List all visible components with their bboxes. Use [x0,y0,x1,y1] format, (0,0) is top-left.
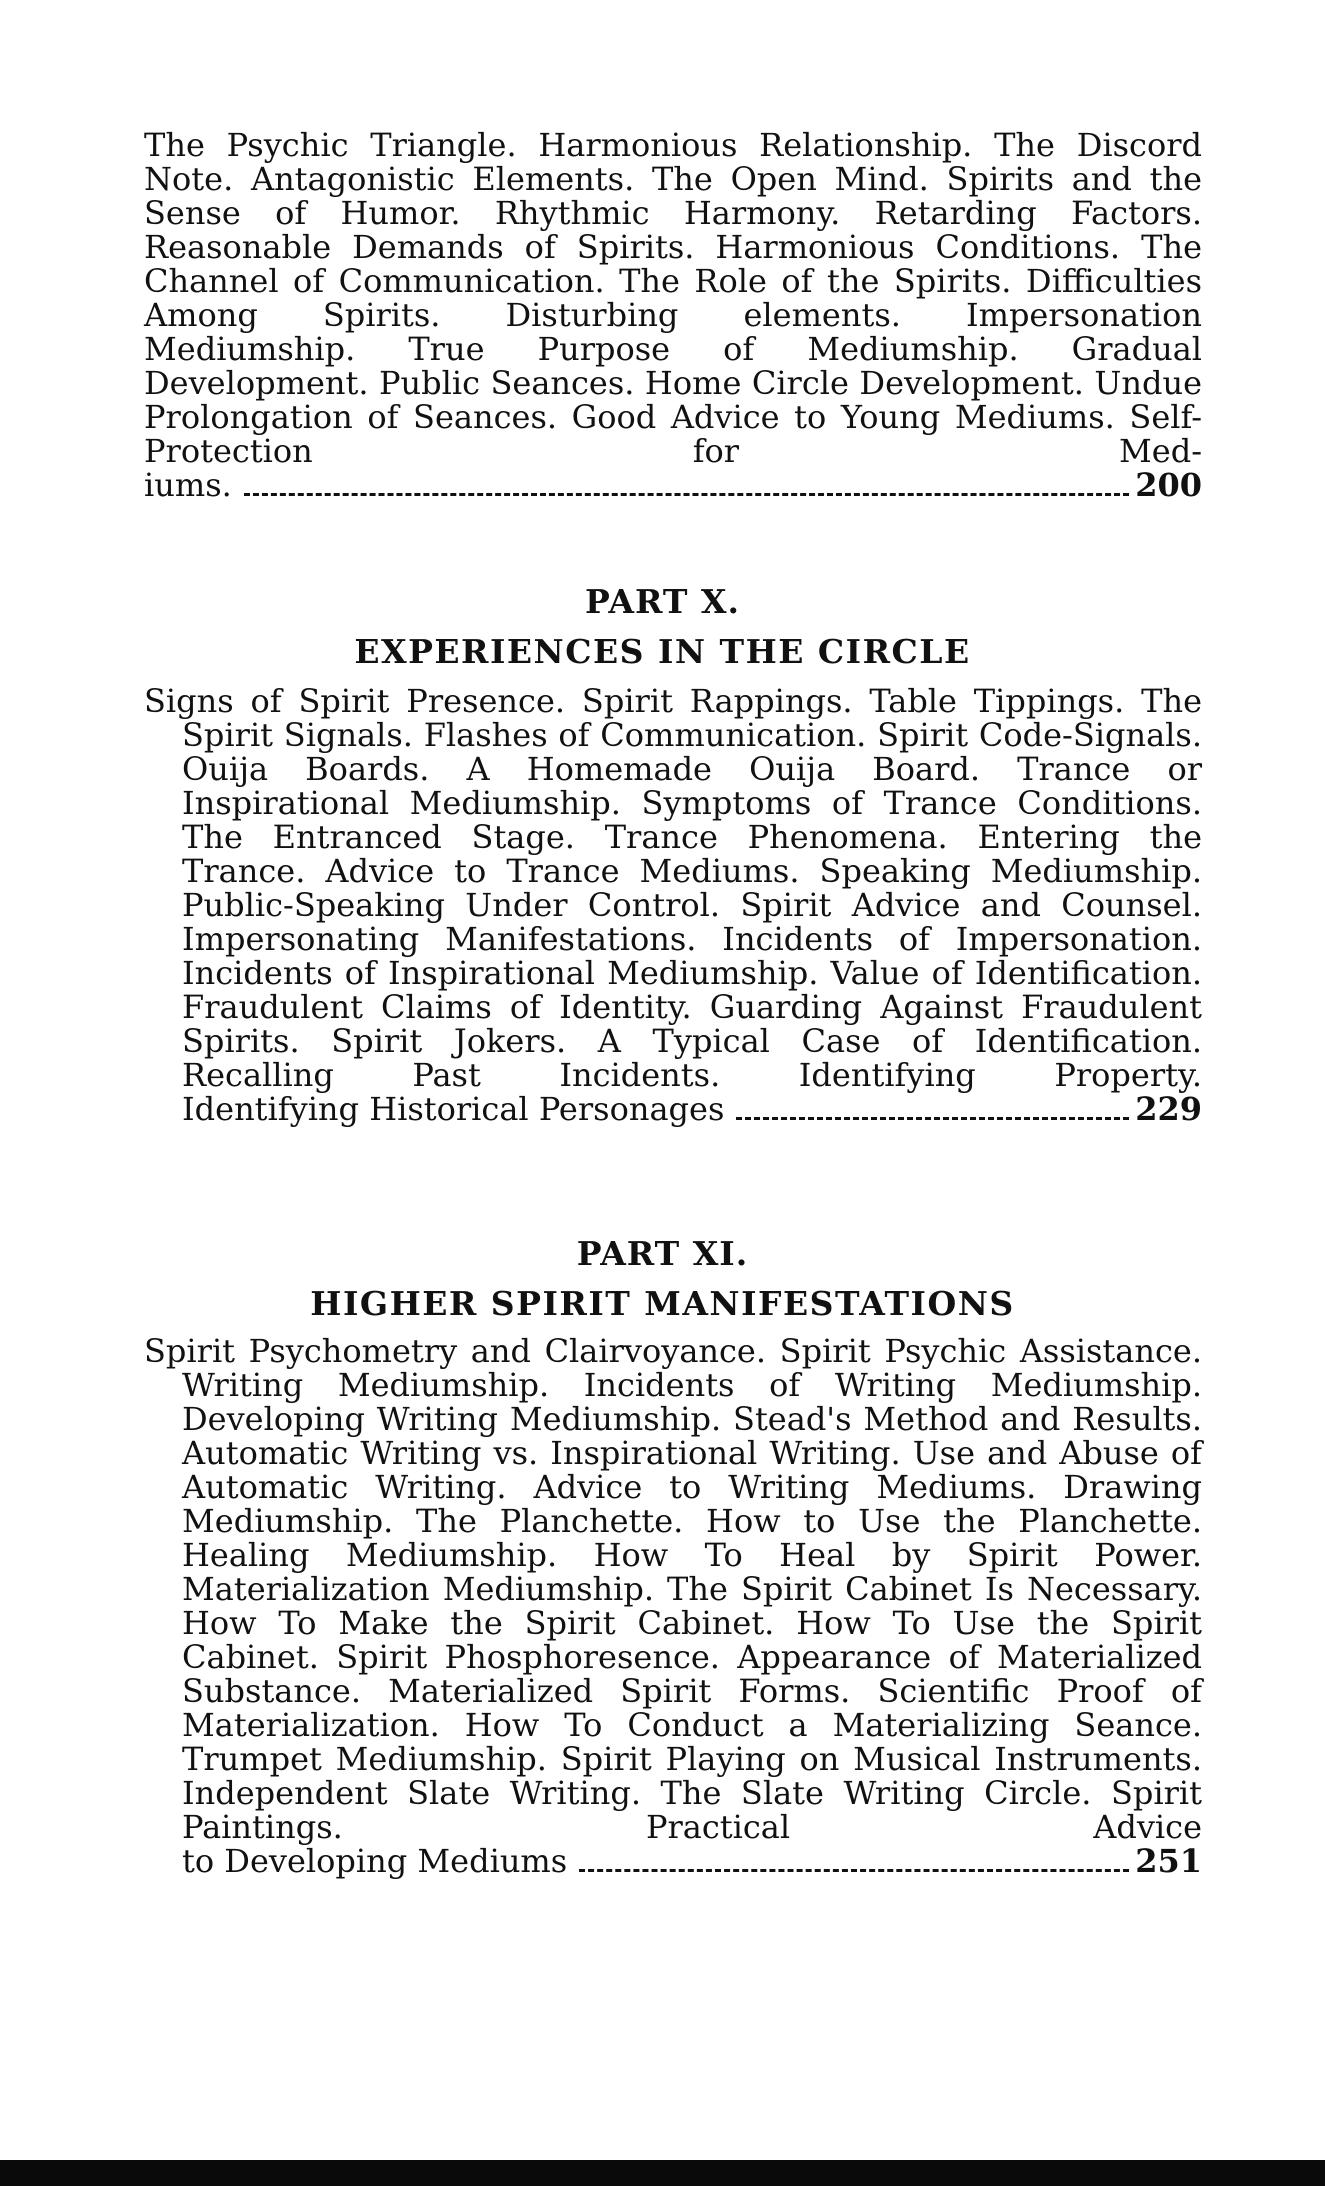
toc-entry-text: Signs of Spirit Presence. Spirit Rappings. Table Tippings. The Spirit Signals. Flashes of Communication. Spirit Code-Signals. Ouija Boards. A Homemade Ouija Board. Trance or Inspirational Mediumship. Symptoms of Trance Conditions. The Entranced Stage. Trance Phenomena. Entering the Trance. Advice to Trance Mediums. Speaking Mediumship. Public-Speaking Under Control. Spirit Advice and Counsel. Impersonating Manifestations. Incidents of Impersonation. Incidents of Inspirational Mediumship. Value of Identification. Fraudulent Claims of Identity. Guarding Against Fraudulent Spirits. Spirit Jokers. A Typical Case of Identification. Recalling Past Incidents. Identifying Property. [144,682,1202,1094]
toc-leader-line [144,468,1202,504]
section-heading: EXPERIENCES IN THE CIRCLE [354,632,971,671]
toc-leader-line [182,1844,1202,1880]
toc-entry-last-line: to Developing Mediums [182,1842,568,1880]
toc-entry-part-10 [144,684,1202,1128]
dot-leader [736,1117,1129,1120]
part-heading: PART XI. [576,1234,749,1273]
toc-entry-last-line: Identifying Historical Personages [182,1090,725,1128]
page-number: 229 [1135,1090,1202,1128]
page-number: 251 [1135,1842,1202,1880]
toc-leader-line [182,1092,1202,1128]
toc-entry-text: Spirit Psychometry and Clairvoyance. Spirit Psychic Assistance. Writing Mediumship. Incidents of Writing Mediumship. Developing Writing Mediumship. Stead's Method and Results. Automatic Writing vs. Inspirational Writing. Use and Abuse of Automatic Writing. Advice to Writing Mediums. Drawing Mediumship. The Planchette. How to Use the Planchette. Healing Mediumship. How To Heal by Spirit Power. Materialization Mediumship. The Spirit Cabinet Is Necessary. How To Make the Spirit Cabinet. How To Use the Spirit Cabinet. Spirit Phosphoresence. Appearance of Materialized Substance. Materialized Spirit Forms. Scientific Proof of Materialization. How To Conduct a Materializing Seance. Trumpet Mediumship. Spirit Playing on Musical Instruments. Independent Slate Writing. The Slate Writing Circle. Spirit Paintings. Practical Advice [144,1332,1202,1846]
section-heading: HIGHER SPIRIT MANIFESTATIONS [310,1284,1015,1323]
toc-entry-text: The Psychic Triangle. Harmonious Relationship. The Discord Note. Antagonistic Elements. The Open Mind. Spirits and the Sense of Humor. Rhythmic Harmony. Retarding Factors. Reasonable Demands of Spirits. Harmonious Conditions. The Channel of Communication. The Role of the Spirits. Difficulties Among Spirits. Disturbing elements. Impersonation Mediumship. True Purpose of Mediumship. Gradual Development. Public Seances. Home Circle Development. Undue Prolongation of Seances. Good Advice to Young Mediums. Self-Protection for Med- [144,126,1202,470]
toc-entry-part-11 [144,1334,1202,1880]
toc-entry-part-9 [144,128,1202,504]
dot-leader [579,1869,1129,1872]
page-number: 200 [1135,466,1202,504]
dot-leader [244,493,1129,496]
part-heading: PART X. [584,582,740,621]
scan-edge-bar [0,2160,1325,2186]
toc-entry-last-line: iums. [144,466,232,504]
